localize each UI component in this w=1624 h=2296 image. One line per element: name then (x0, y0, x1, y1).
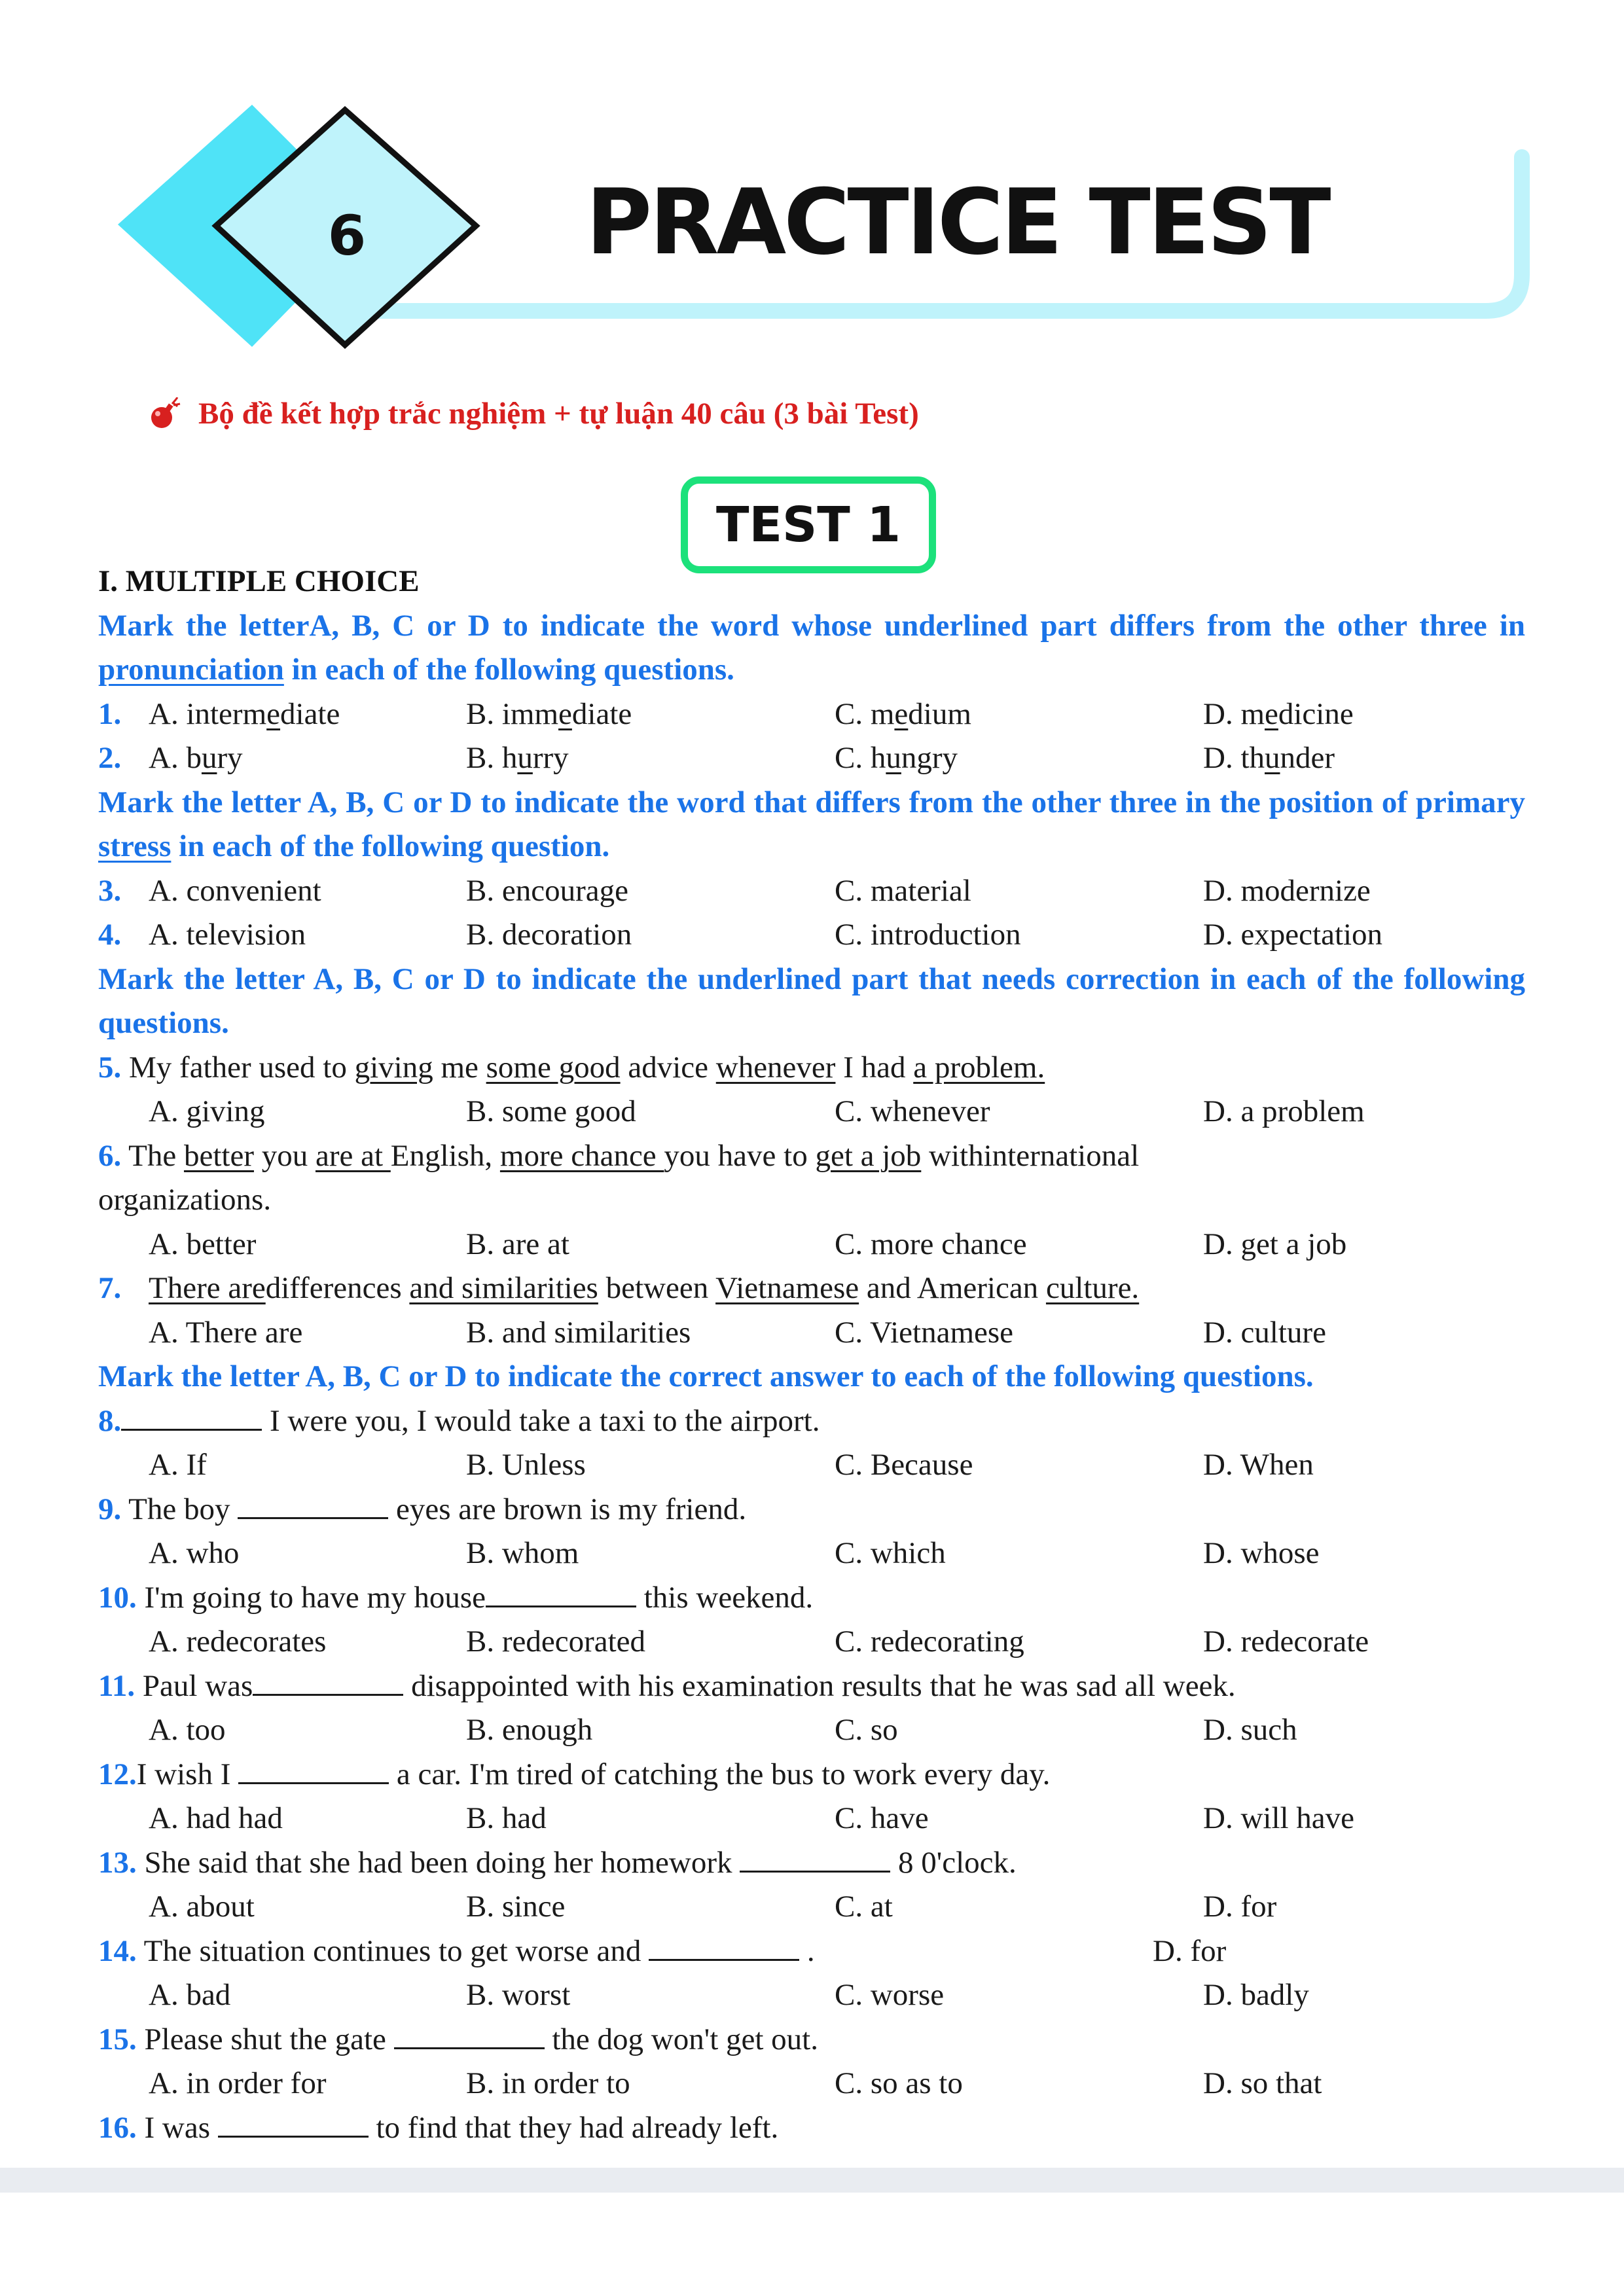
option-b: B. redecorated (466, 1624, 646, 1659)
answer-blank (218, 2111, 369, 2138)
option-a: A. If (149, 1448, 207, 1482)
option-d: D. whose (1203, 1536, 1320, 1570)
option-d: D. medicine (1203, 696, 1354, 731)
option-a: A. bad (149, 1978, 231, 2012)
option-c: C. which (835, 1536, 946, 1570)
question-15: 15. Please shut the gate the dog won't get out. (98, 2022, 818, 2056)
option-c: C. redecorating (835, 1624, 1024, 1659)
chapter-header (0, 0, 1624, 367)
question-1: 1. A. intermediate B. immediate C. medium D. medicine (98, 692, 1525, 737)
question-2: 2. A. bury B. hurry C. hungry D. thunder (98, 736, 1525, 781)
option-d: D. for (1203, 1890, 1277, 1924)
option-a: A. had had (149, 1801, 283, 1835)
answer-blank (238, 1757, 389, 1784)
option-d: D. a problem (1203, 1094, 1365, 1128)
option-c: C. so (835, 1713, 898, 1747)
instruction-pronunciation: Mark the letterA, B, C or D to indicate the word whose underlined part differs from the other three in pronunciation in each of the following questions. (98, 608, 1525, 687)
option-b: B. some good (466, 1094, 636, 1128)
option-d: D. will have (1203, 1801, 1355, 1835)
instruction-correct-answer: Mark the letter A, B, C or D to indicate the correct answer to each of the following questions. (98, 1359, 1314, 1393)
option-a: A. television (149, 918, 306, 952)
option-b: B. and similarities (466, 1315, 691, 1350)
question-10-options (98, 1620, 1525, 1664)
question-11: 11. Paul was disappointed with his examination results that he was sad all week. (98, 1668, 1236, 1703)
option-a: A. redecorates (149, 1624, 327, 1659)
option-a: A. giving (149, 1094, 265, 1128)
question-8-options (98, 1443, 1525, 1488)
option-d: D. such (1203, 1713, 1297, 1747)
question-3: 3. A. convenient B. encourage C. material D. modernize (98, 869, 1525, 914)
question-6: 6. The better you are at English, more chance you have to get a job withinternational (98, 1138, 1140, 1173)
question-10: 10. I'm going to have my house this weekend. (98, 1580, 814, 1615)
option-d: D. expectation (1203, 918, 1383, 952)
option-b: B. whom (466, 1536, 579, 1570)
option-d: D. so that (1203, 2066, 1322, 2100)
instruction-stress: Mark the letter A, B, C or D to indicate the word that differs from the other three in the position of primary stress in each of the following question. (98, 785, 1525, 863)
question-5-options (98, 1090, 1525, 1134)
question-14-options (98, 1973, 1525, 2018)
question-15-options (98, 2062, 1525, 2106)
option-b: B. are at (466, 1227, 569, 1261)
option-d: D. redecorate (1203, 1624, 1369, 1659)
question-8: 8. I were you, I would take a taxi to the airport. (98, 1403, 820, 1438)
option-c: C. worse (835, 1978, 945, 2012)
answer-blank (486, 1581, 636, 1607)
option-d-stray: D. for (1153, 1933, 1227, 1968)
footer-bar (0, 2168, 1624, 2193)
answer-blank (394, 2022, 545, 2049)
answer-blank (649, 1934, 799, 1961)
instruction-correction: Mark the letter A, B, C or D to indicate the underlined part that needs correction in each of the following questions. (98, 961, 1525, 1040)
option-c: C. whenever (835, 1094, 990, 1128)
option-b: B. immediate (466, 696, 632, 731)
question-13: 13. She said that she had been doing her homework 8 0'clock. (98, 1845, 1017, 1880)
question-11-options (98, 1708, 1525, 1753)
option-a: A. intermediate (149, 696, 340, 731)
option-a: A. better (149, 1227, 257, 1261)
option-a: A. too (149, 1713, 226, 1747)
question-4: 4. A. television B. decoration C. introduction D. expectation (98, 913, 1525, 958)
option-d: D. thunder (1203, 741, 1335, 775)
option-d: D. culture (1203, 1315, 1326, 1350)
option-c: C. hungry (835, 741, 958, 775)
option-d: D. badly (1203, 1978, 1309, 2012)
question-13-options (98, 1885, 1525, 1929)
option-c: C. more chance (835, 1227, 1027, 1261)
section-title: I. MULTIPLE CHOICE (98, 564, 420, 598)
option-a: A. in order for (149, 2066, 327, 2100)
chapter-number: 6 (327, 204, 367, 268)
option-b: B. had (466, 1801, 547, 1835)
question-6-continuation: organizations. (98, 1183, 272, 1217)
option-b: B. hurry (466, 741, 569, 775)
test-label: TEST 1 (681, 476, 936, 573)
option-b: B. Unless (466, 1448, 586, 1482)
question-7-options (98, 1311, 1525, 1355)
question-16: 16. I was to find that they had already left. (98, 2110, 779, 2145)
option-b: B. decoration (466, 918, 632, 952)
option-a: A. convenient (149, 873, 321, 908)
option-c: C. Because (835, 1448, 973, 1482)
bomb-icon (147, 397, 189, 430)
question-9: 9. The boy eyes are brown is my friend. (98, 1492, 747, 1526)
option-c: C. Vietnamese (835, 1315, 1014, 1350)
note-text: Bộ đề kết hợp trắc nghiệm + tự luận 40 câu (3 bài Test) (198, 397, 919, 431)
question-6-options (98, 1223, 1525, 1267)
keyword-pronunciation: pronunciation (98, 653, 284, 687)
option-c: C. have (835, 1801, 929, 1835)
answer-blank (238, 1492, 388, 1519)
question-7: 7. There aredifferences and similarities between Vietnamese and American culture. (98, 1271, 1140, 1305)
question-5: 5. My father used to giving me some good advice whenever I had a problem. (98, 1050, 1045, 1085)
answer-blank (740, 1846, 890, 1873)
question-9-options (98, 1532, 1525, 1576)
question-12: 12.I wish I a car. I'm tired of catching the bus to work every day. (98, 1757, 1051, 1791)
option-b: B. enough (466, 1713, 593, 1747)
option-c: C. introduction (835, 918, 1021, 952)
option-d: D. get a job (1203, 1227, 1347, 1261)
option-b: B. encourage (466, 873, 628, 908)
question-12-options (98, 1797, 1525, 1841)
exam-content (98, 560, 1525, 2150)
option-c: C. medium (835, 696, 971, 731)
option-c: C. material (835, 873, 971, 908)
option-a: A. about (149, 1890, 255, 1924)
option-a: A. bury (149, 741, 243, 775)
option-d: D. When (1203, 1448, 1314, 1482)
option-c: C. at (835, 1890, 893, 1924)
option-a: A. There are (149, 1315, 303, 1350)
answer-blank (121, 1404, 262, 1431)
option-d: D. modernize (1203, 873, 1371, 908)
option-b: B. since (466, 1890, 566, 1924)
keyword-stress: stress (98, 829, 171, 863)
test-note (147, 396, 919, 431)
option-a: A. who (149, 1536, 240, 1570)
page-title: PRACTICE TEST (586, 170, 1329, 275)
option-c: C. so as to (835, 2066, 963, 2100)
option-b: B. worst (466, 1978, 571, 2012)
answer-blank (253, 1669, 403, 1696)
question-14: 14. The situation continues to get worse and . D. for (98, 1929, 1525, 1974)
option-b: B. in order to (466, 2066, 630, 2100)
